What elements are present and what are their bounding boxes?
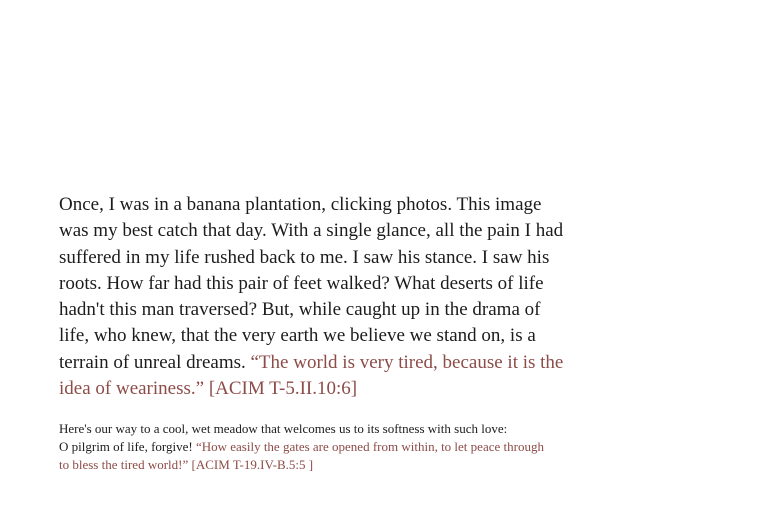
main-paragraph-text: Once, I was in a banana plantation, clicking photos. This image was my best catch that day. With a single glance, all the pain I had suffered in my life rushed back to me. I saw his stance. I saw his roots. How far had this pair of feet walked? What deserts of life hadn't this man traversed? But, while caught up in the drama of life, who knew, that the very earth we believe we stand on, is a terrain of unreal dreams. [59, 194, 564, 373]
secondary-quote: “How easily the gates are opened from within, to let peace through to bless the tired world!” [ACIM T-19.IV-B.5:5 ] [59, 439, 544, 472]
secondary-line-1: Here's our way to a cool, wet meadow that welcomes us to its softness with such love: [59, 421, 508, 436]
secondary-line-2-text: O pilgrim of life, forgive! [59, 439, 196, 454]
main-paragraph [59, 192, 569, 402]
secondary-paragraph [59, 420, 549, 474]
main-paragraph-quote: “The world is very tired, because it is the idea of weariness.” [ACIM T-5.II.10:6] [59, 351, 564, 400]
